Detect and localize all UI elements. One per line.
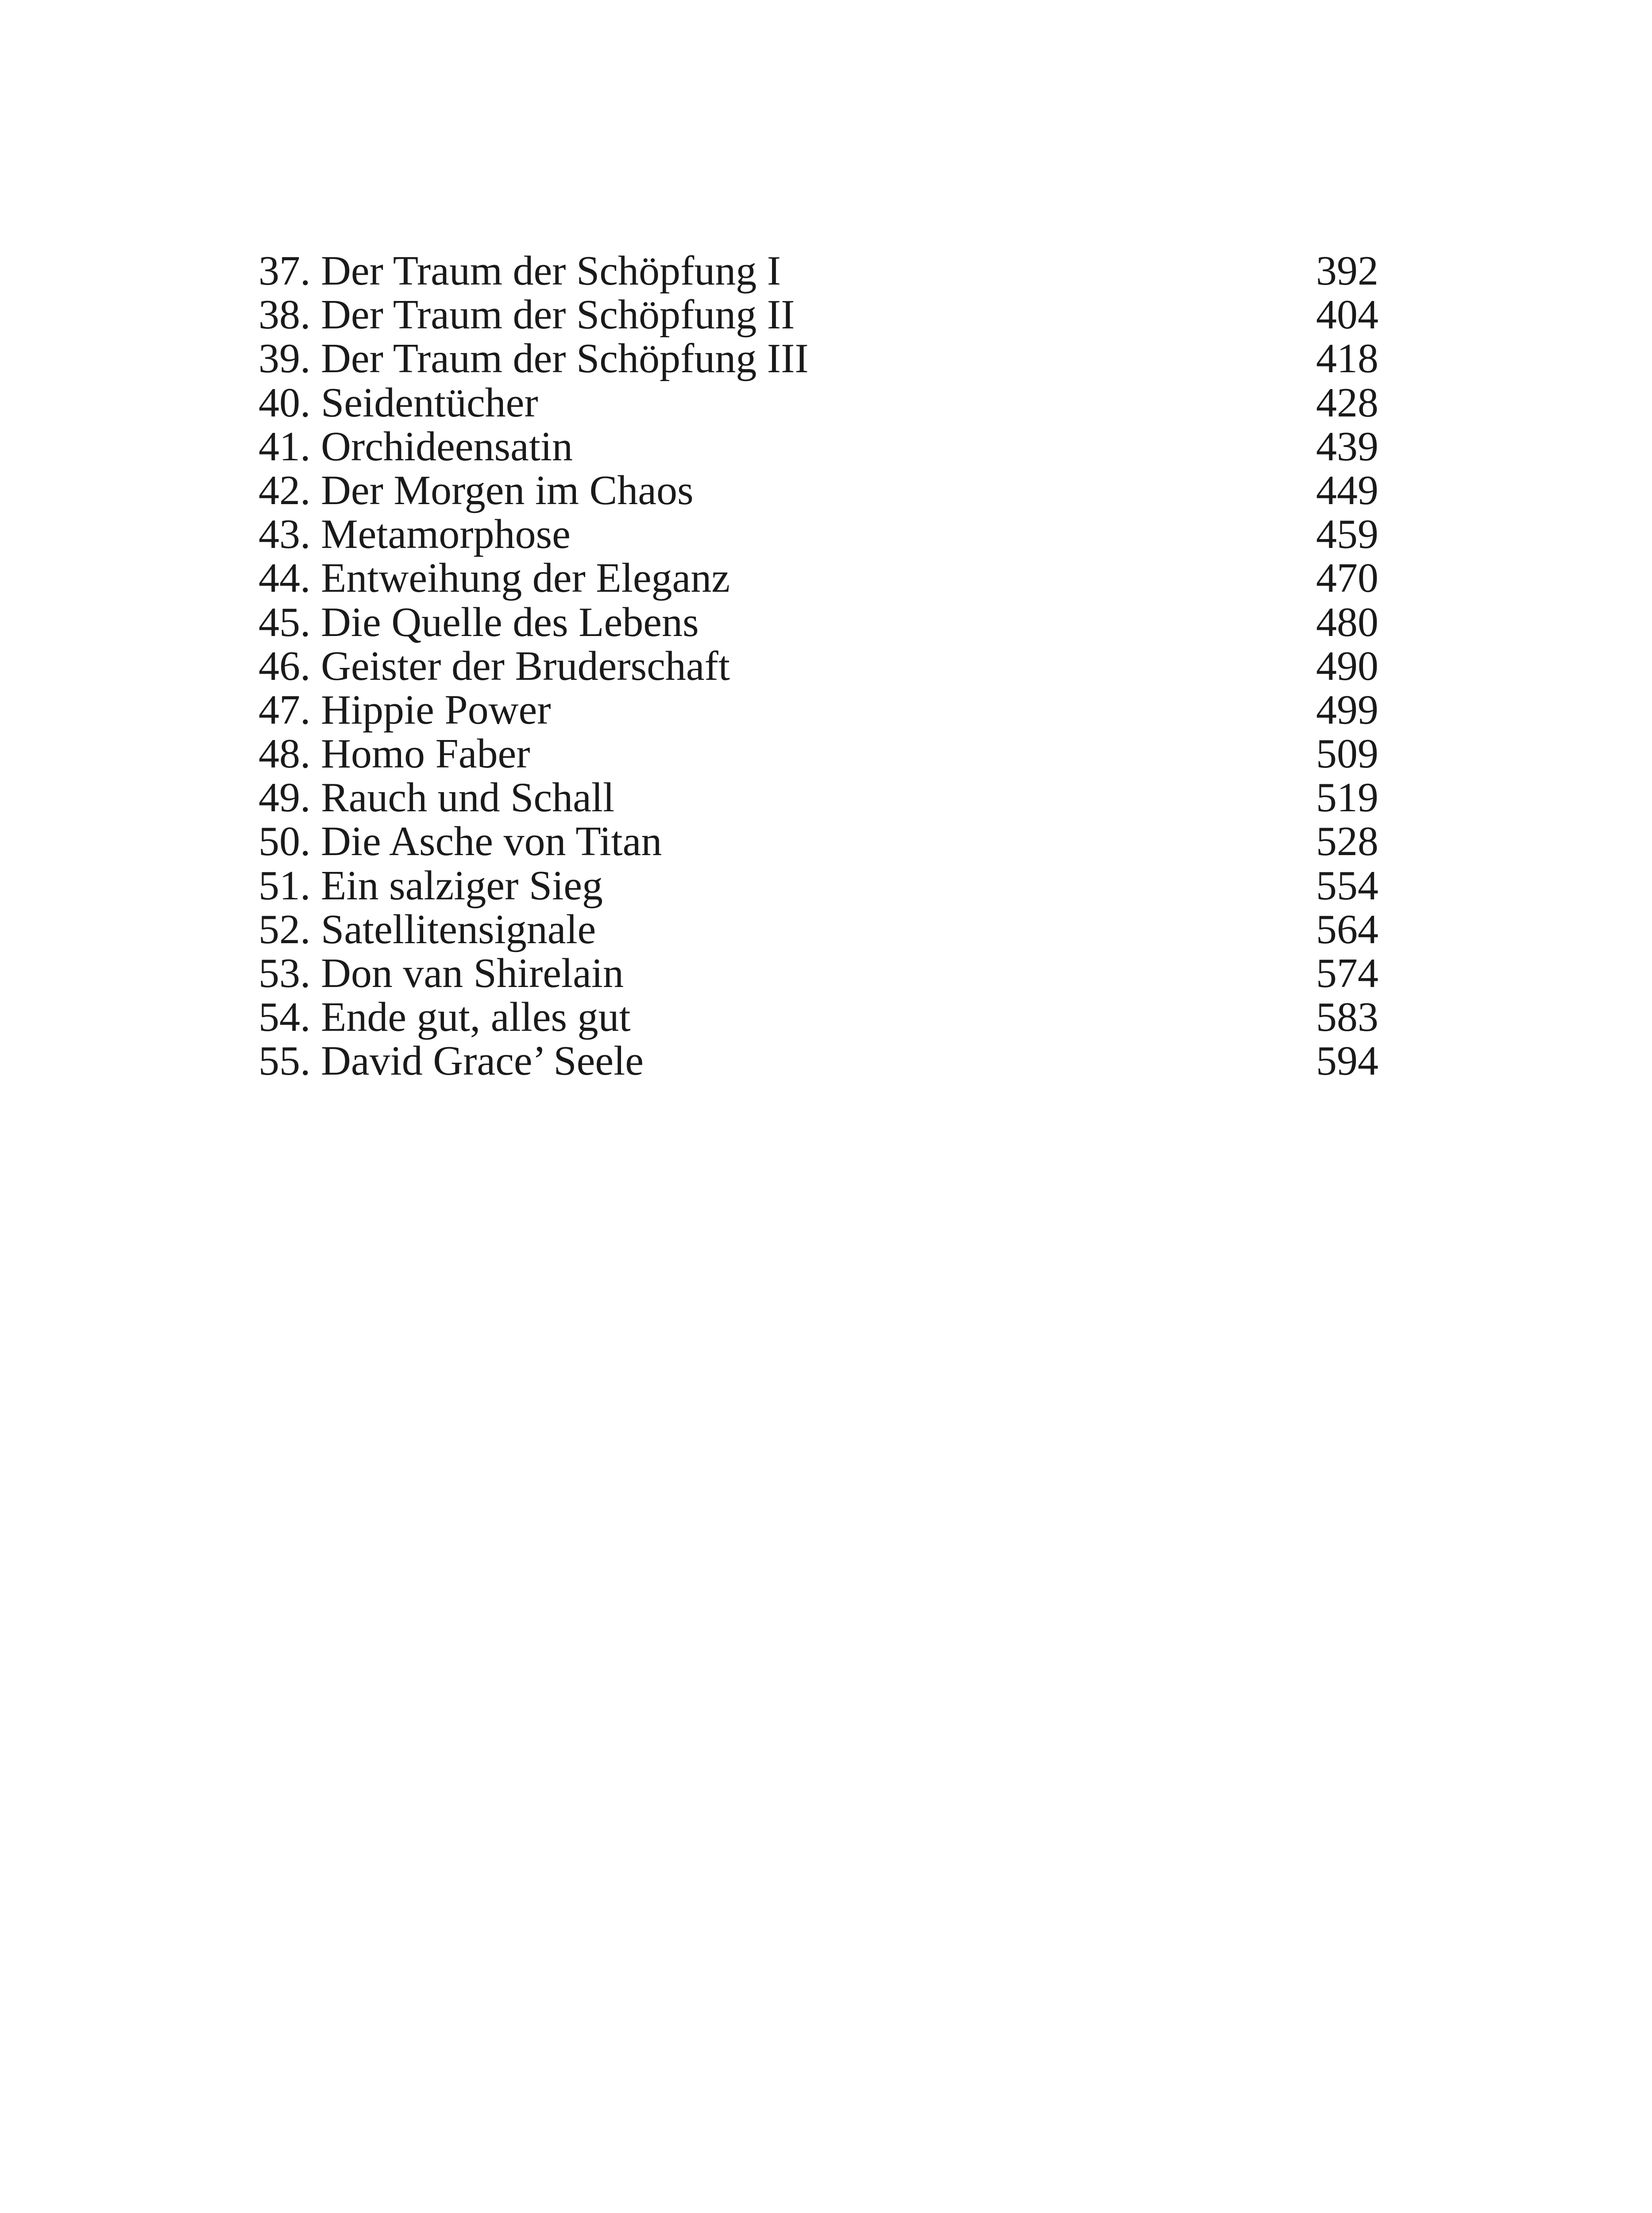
toc-entry-page: 470 — [1316, 555, 1378, 601]
toc-entry-page: 480 — [1316, 599, 1378, 645]
toc-entry-page: 564 — [1316, 906, 1378, 952]
toc-entry — [259, 952, 1378, 995]
toc-entry-title: 51. Ein salziger Sieg — [259, 862, 603, 909]
toc-entry-page: 459 — [1316, 511, 1378, 558]
toc-entry — [259, 820, 1378, 864]
toc-entry — [259, 776, 1378, 820]
toc-entry-title: 48. Homo Faber — [259, 731, 530, 777]
toc-entry-title: 43. Metamorphose — [259, 511, 571, 558]
toc-entry-title: 52. Satellitensignale — [259, 906, 596, 952]
toc-entry-title: 53. Don van Shirelain — [259, 950, 624, 996]
toc-entry — [259, 293, 1378, 337]
toc-entry — [259, 469, 1378, 513]
toc-entry-title: 44. Entweihung der Eleganz — [259, 555, 730, 601]
toc-entry — [259, 864, 1378, 908]
toc-entry-page: 449 — [1316, 467, 1378, 513]
toc-entry-page: 509 — [1316, 731, 1378, 777]
toc-entry-page: 594 — [1316, 1038, 1378, 1084]
toc-entry-title: 40. Seidentücher — [259, 379, 538, 426]
toc-entry-title: 49. Rauch und Schall — [259, 775, 615, 821]
toc-entry-page: 583 — [1316, 994, 1378, 1041]
toc-entry — [259, 337, 1378, 381]
toc-entry-title: 50. Die Asche von Titan — [259, 818, 662, 865]
toc-entry — [259, 688, 1378, 732]
toc-entry-page: 392 — [1316, 248, 1378, 294]
toc-entry-page: 490 — [1316, 643, 1378, 689]
toc-entry-page: 519 — [1316, 775, 1378, 821]
toc-entry — [259, 381, 1378, 425]
toc-entry-title: 37. Der Traum der Schöpfung I — [259, 248, 781, 294]
toc-entry — [259, 249, 1378, 293]
toc-entry — [259, 425, 1378, 469]
toc-entry — [259, 513, 1378, 556]
toc-entry-page: 554 — [1316, 862, 1378, 909]
toc-entry-title: 42. Der Morgen im Chaos — [259, 467, 694, 513]
toc-entry-page: 428 — [1316, 379, 1378, 426]
toc-entry — [259, 732, 1378, 776]
toc-entry-title: 54. Ende gut, alles gut — [259, 994, 631, 1041]
toc-entry — [259, 556, 1378, 600]
toc-entry-title: 46. Geister der Bruderschaft — [259, 643, 730, 689]
toc-entry-page: 528 — [1316, 818, 1378, 865]
toc-entry-title: 47. Hippie Power — [259, 686, 551, 733]
toc-entry — [259, 908, 1378, 952]
toc-entry — [259, 995, 1378, 1039]
toc-entry-title: 41. Orchideensatin — [259, 423, 573, 470]
toc-entry — [259, 644, 1378, 688]
toc-entry-page: 499 — [1316, 686, 1378, 733]
toc-entry-page: 404 — [1316, 292, 1378, 338]
toc-entry-title: 55. David Grace’ Seele — [259, 1038, 644, 1084]
toc-entry-page: 418 — [1316, 335, 1378, 382]
toc-entry — [259, 1039, 1378, 1083]
toc-entry — [259, 601, 1378, 644]
toc-entry-page: 439 — [1316, 423, 1378, 470]
toc-entry-title: 38. Der Traum der Schöpfung II — [259, 292, 795, 338]
toc-entry-title: 45. Die Quelle des Lebens — [259, 599, 699, 645]
table-of-contents — [259, 249, 1378, 1083]
toc-entry-page: 574 — [1316, 950, 1378, 996]
toc-entry-title: 39. Der Traum der Schöpfung III — [259, 335, 809, 382]
